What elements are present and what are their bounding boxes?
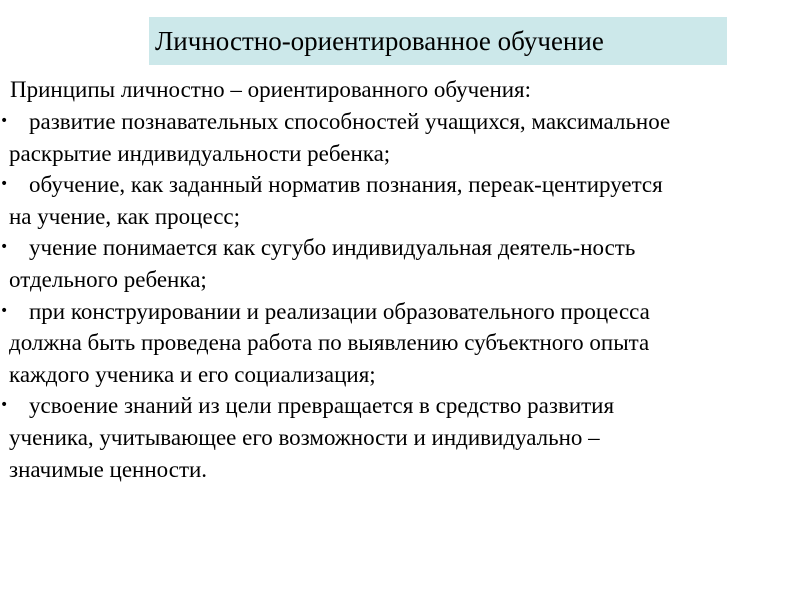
bullet-icon: • [0,397,9,414]
list-item [0,232,800,295]
principles-list [0,106,800,485]
list-item-line: усвоение знаний из цели превращается в средство развития [29,393,615,419]
slide-title-text: Личностно-ориентированное обучение [155,26,604,56]
bullet-icon: • [0,239,9,256]
list-item-line: должна быть проведена работа по выявлению субъектного опыта [9,330,650,356]
list-item-line: на учение, как процесс; [9,203,241,229]
list-item [0,296,800,391]
bullet-icon: • [0,176,9,193]
list-item [0,390,800,485]
list-item-line: раскрытие индивидуальности ребенка; [9,140,391,166]
slide-title [149,17,727,65]
list-item-line: каждого ученика и его социализация; [9,361,376,387]
bullet-icon: • [0,302,9,319]
list-item [0,169,800,232]
list-item-line: отдельного ребенка; [9,266,207,292]
list-item-line: значимые ценности. [9,456,208,482]
list-item-line: развитие познавательных способностей учащихся, максимальное [29,109,671,134]
list-item-line: учение понимается как сугубо индивидуальная деятель-ность [29,235,636,261]
principles-intro: Принципы личностно – ориентированного обучения: [10,77,532,102]
bullet-icon: • [0,113,9,129]
list-item-line: ученика, учитывающее его возможности и индивидуально – [9,424,600,450]
list-item-line: обучение, как заданный норматив познания, переак-центируется [29,172,663,198]
list-item-line: при конструировании и реализации образовательного процесса [29,298,650,324]
list-item [0,106,800,169]
